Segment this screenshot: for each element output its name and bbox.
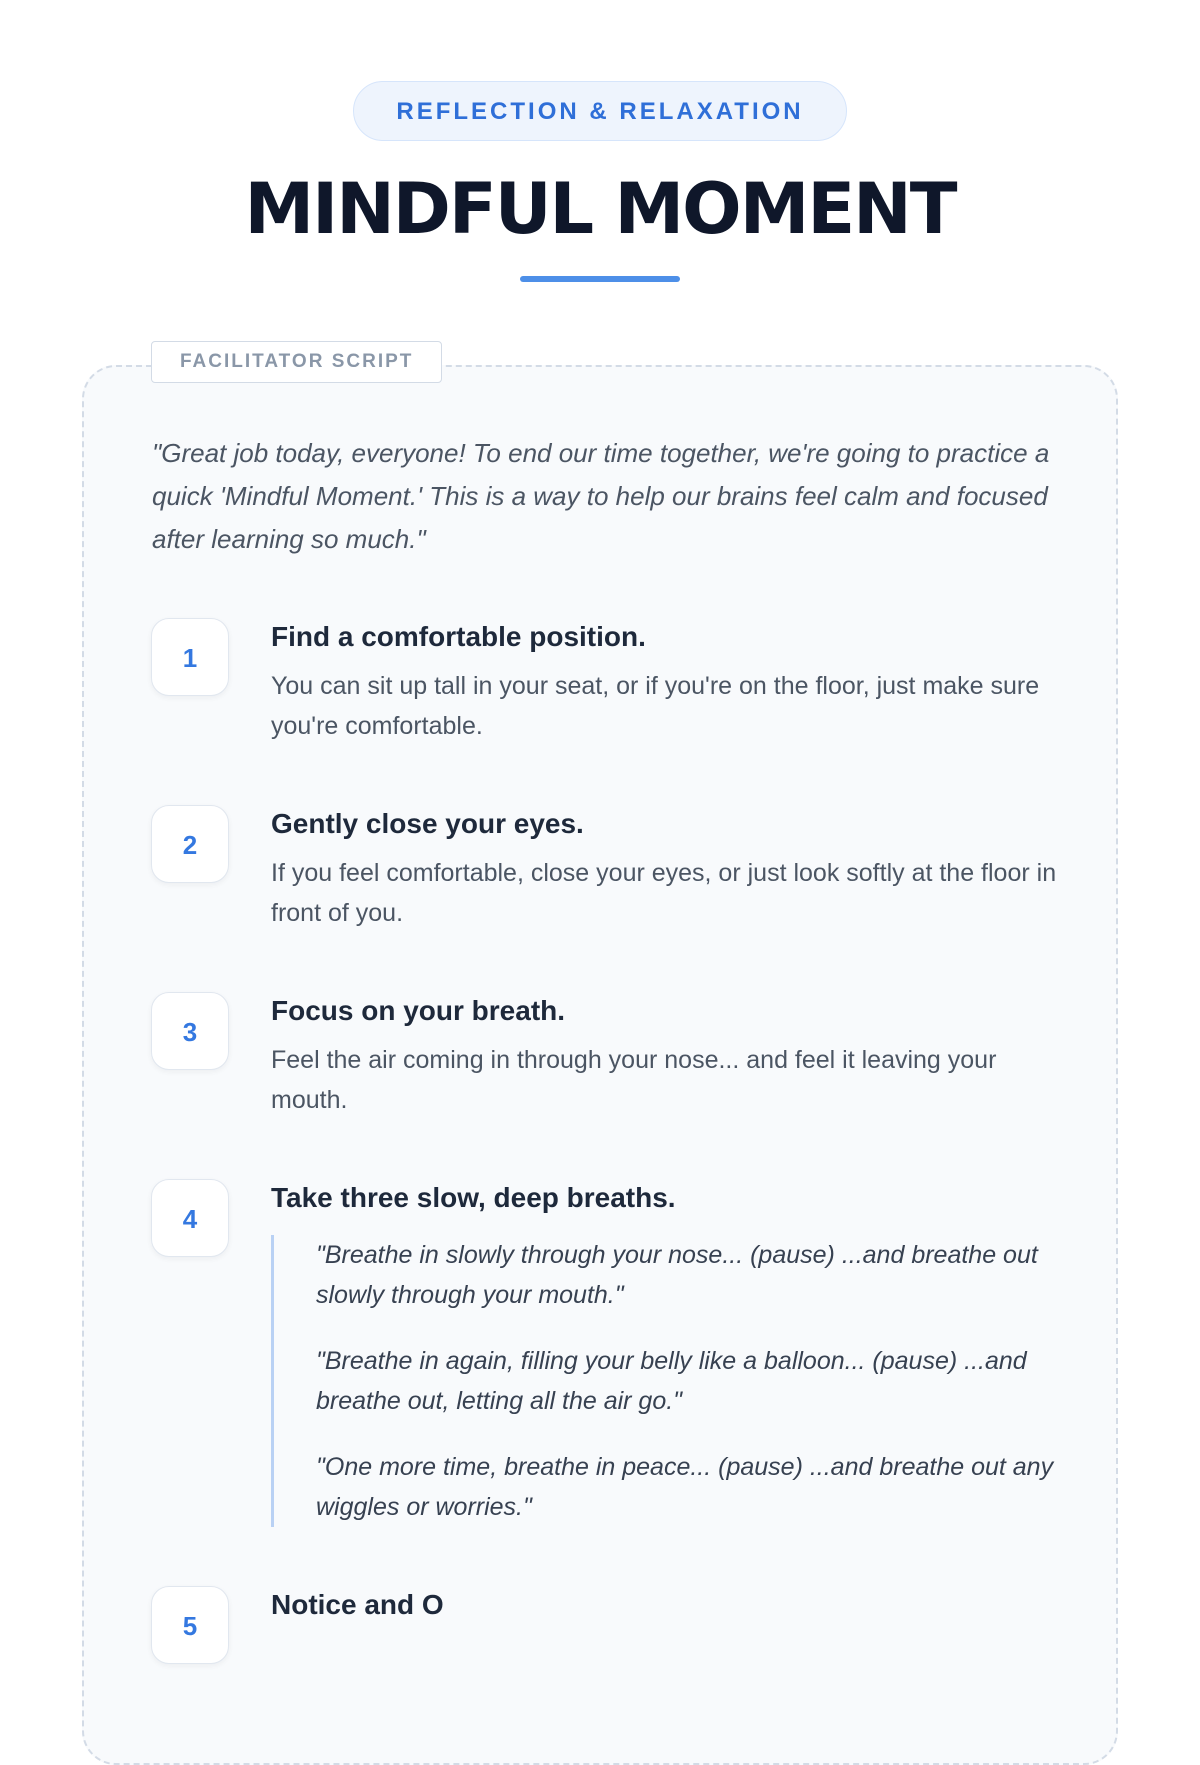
step-description: Feel the air coming in through your nose... and feel it leaving your mouth.	[271, 1046, 997, 1114]
step-description: You can sit up tall in your seat, or if you're on the floor, just make sure you're comfortable.	[271, 672, 1040, 740]
step-number: 1	[151, 618, 229, 696]
breath-quote: "Breathe in again, filling your belly like a balloon... (pause) ...and breathe out, letting all the air go."	[316, 1347, 1027, 1415]
step-number: 2	[151, 805, 229, 883]
step-number: 5	[151, 1586, 229, 1664]
breath-quotes	[271, 1235, 1061, 1527]
breath-quote: "One more time, breathe in peace... (pause) ...and breathe out any wiggles or worries."	[316, 1453, 1054, 1521]
breath-quote: "Breathe in slowly through your nose... (pause) ...and breathe out slowly through your mouth."	[316, 1241, 1038, 1309]
step-title: Notice and O	[271, 1589, 444, 1620]
page-title: MINDFUL MOMENT	[244, 168, 956, 250]
step-title: Find a comfortable position.	[271, 621, 646, 652]
step-body	[271, 805, 1061, 933]
step-number: 4	[151, 1179, 229, 1257]
intro-quote: "Great job today, everyone! To end our time together, we're going to practice a quick 'Mindful Moment.' This is a way to help our brains feel calm and focused after learning so much."	[152, 438, 1050, 554]
step-title: Take three slow, deep breaths.	[271, 1182, 676, 1213]
step-body	[271, 992, 1061, 1120]
step-number: 3	[151, 992, 229, 1070]
card-label: FACILITATOR SCRIPT	[151, 341, 442, 383]
title-underline	[520, 276, 680, 282]
step-body	[271, 1586, 1061, 1624]
step-title: Gently close your eyes.	[271, 808, 584, 839]
step-description: If you feel comfortable, close your eyes, or just look softly at the floor in front of you.	[271, 859, 1057, 927]
step-body	[271, 618, 1061, 746]
step-title: Focus on your breath.	[271, 995, 566, 1026]
step-body	[271, 1179, 1061, 1527]
category-badge: REFLECTION & RELAXATION	[353, 81, 846, 141]
header	[0, 0, 1200, 282]
